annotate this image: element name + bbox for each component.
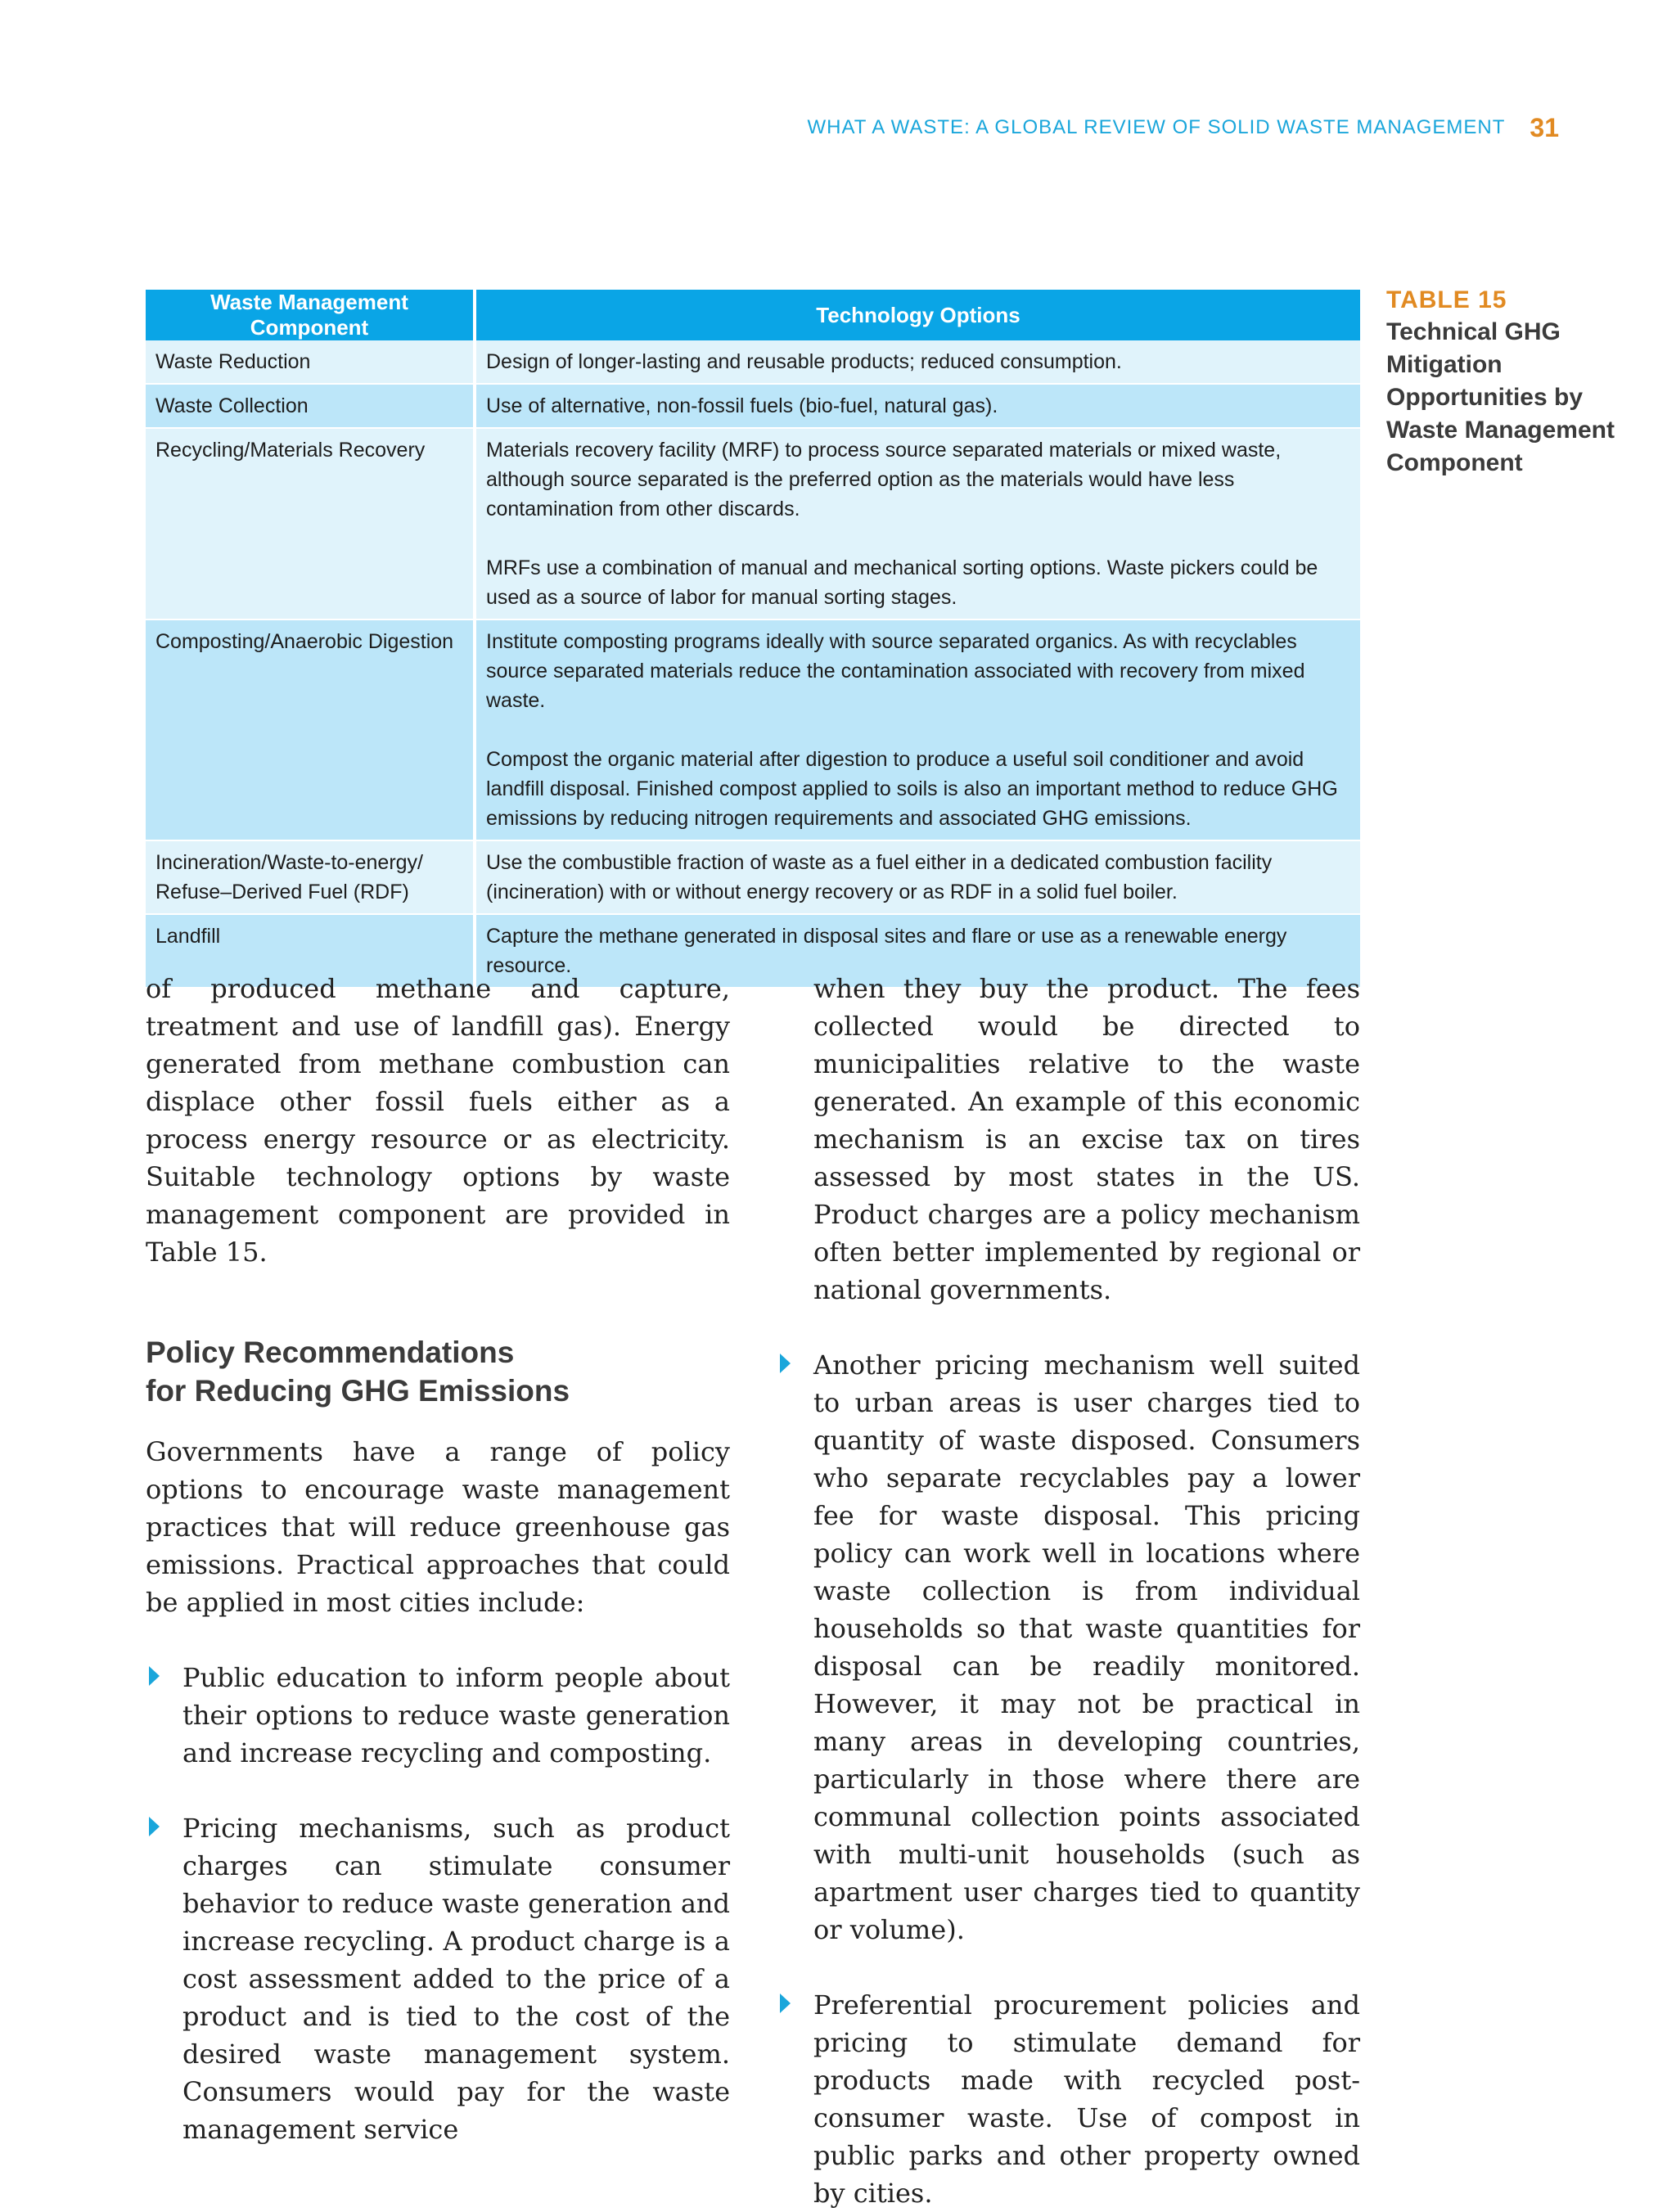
- options-cell: [475, 619, 1360, 840]
- component-cell: Waste Reduction: [146, 340, 475, 384]
- table-header-row: [146, 290, 1360, 340]
- running-header: [737, 111, 1559, 144]
- left-column: [146, 970, 730, 2148]
- component-cell: Waste Collection: [146, 384, 475, 428]
- table-header-options: Technology Options: [475, 290, 1360, 340]
- option-text: Design of longer-lasting and reusable products; reduced consumption.: [486, 350, 1122, 373]
- option-text: Compost the organic material after digestion to produce a useful soil conditioner and avoid landfill disposal. Finished compost applied to soils is also an important method to reduce GHG emissions by reducing nitrogen requirements and associated GHG emissions.: [486, 748, 1338, 830]
- component-cell: Composting/Anaerobic Digestion: [146, 619, 475, 840]
- bullet-text: Preferential procurement policies and pricing to stimulate demand for products made with recycled post-consumer waste. Use of compost in public parks and other property owned by cities.: [813, 1989, 1360, 2209]
- component-cell: Recycling/Materials Recovery: [146, 428, 475, 619]
- option-text: Use of alternative, non-fossil fuels (bio-fuel, natural gas).: [486, 394, 998, 417]
- table-row: [146, 428, 1360, 619]
- option-text: Use the combustible fraction of waste as a fuel either in a dedicated combustion facility (incineration) with or without energy recovery or as RDF in a solid fuel boiler.: [486, 851, 1273, 903]
- table-caption: [1386, 286, 1632, 480]
- bullet-item: [777, 1986, 1360, 2212]
- options-cell: [475, 340, 1360, 384]
- running-title: WHAT A WASTE: A GLOBAL REVIEW OF SOLID WASTE MANAGEMENT: [807, 116, 1506, 138]
- continuation-paragraph: when they buy the product. The fees collected would be directed to municipalities relative to the waste generated. An example of this economic mechanism is an excise tax on tires assessed by most states in the US. Product charges are a policy mechanism often better implemented by regional or national governments.: [813, 973, 1360, 1305]
- option-text: Institute composting programs ideally with source separated organics. As with recyclables source separated materials reduce the contamination associated with recovery from mixed waste.: [486, 630, 1305, 712]
- bullet-text: Public education to inform people about their options to reduce waste generation and increase recycling and composting.: [182, 1662, 730, 1768]
- options-cell: [475, 384, 1360, 428]
- table-row: [146, 840, 1360, 914]
- bullet-item: [777, 1346, 1360, 1948]
- intro-paragraph: of produced methane and capture, treatment and use of landfill gas). Energy generated from methane combustion can displace other fossil fuels either as a process energy resource or as electricity. Suitable technology options by waste management component are provided in Table 15.: [146, 973, 730, 1268]
- options-cell: [475, 428, 1360, 619]
- table-row: [146, 340, 1360, 384]
- page-number: 31: [1530, 112, 1559, 142]
- table-title: Technical GHG Mitigation Opportunities by Waste Management Component: [1386, 318, 1615, 476]
- option-text: Capture the methane generated in disposal sites and flare or use as a renewable energy resource.: [486, 925, 1287, 977]
- ghg-mitigation-table: [146, 290, 1360, 987]
- heading-line: for Reducing GHG Emissions: [146, 1374, 570, 1408]
- bullet-item: [146, 1659, 730, 1772]
- bullet-triangle-icon: [149, 1817, 160, 1836]
- bullet-text: Another pricing mechanism well suited to urban areas is user charges tied to quantity of waste disposed. Consumers who separate recyclables pay a lower fee for waste disposal. This pricing policy can work well in locations where waste collection is from individual households so that waste quantities for disposal can be readily monitored. However, it may not be practical in many areas in developing countries, particularly in those where there are communal collection points associated with multi-unit households (such as apartment user charges tied to quantity or volume).: [813, 1349, 1360, 1945]
- bullet-triangle-icon: [149, 1666, 160, 1686]
- section-heading: [146, 1333, 730, 1410]
- table-label: TABLE 15: [1386, 286, 1507, 313]
- table-row: [146, 384, 1360, 428]
- option-text: MRFs use a combination of manual and mechanical sorting options. Waste pickers could be used as a source of labor for manual sorting stages.: [486, 556, 1318, 609]
- bullet-item: [146, 1809, 730, 2148]
- policy-intro-paragraph: Governments have a range of policy options to encourage waste management practices that will reduce greenhouse gas emissions. Practical approaches that could be applied in most cities include:: [146, 1436, 730, 1618]
- table-row: [146, 619, 1360, 840]
- bullet-text: Pricing mechanisms, such as product charges can stimulate consumer behavior to reduce waste generation and increase recycling. A product charge is a cost assessment added to the price of a product and is tied to the cost of the desired waste management system. Consumers would pay for the waste management service: [182, 1813, 730, 2145]
- table-header-component: Waste Management Component: [146, 290, 475, 340]
- component-cell: Incineration/Waste-to-energy/ Refuse–Derived Fuel (RDF): [146, 840, 475, 914]
- bullet-triangle-icon: [780, 1354, 791, 1373]
- heading-line: Policy Recommendations: [146, 1336, 515, 1369]
- bullet-triangle-icon: [780, 1994, 791, 2013]
- component-cell: Landfill: [146, 914, 475, 987]
- right-column: [813, 970, 1360, 2212]
- option-text: Materials recovery facility (MRF) to process source separated materials or mixed waste, although source separated is the preferred option as the materials would have less contamination from other discards.: [486, 439, 1282, 520]
- options-cell: [475, 840, 1360, 914]
